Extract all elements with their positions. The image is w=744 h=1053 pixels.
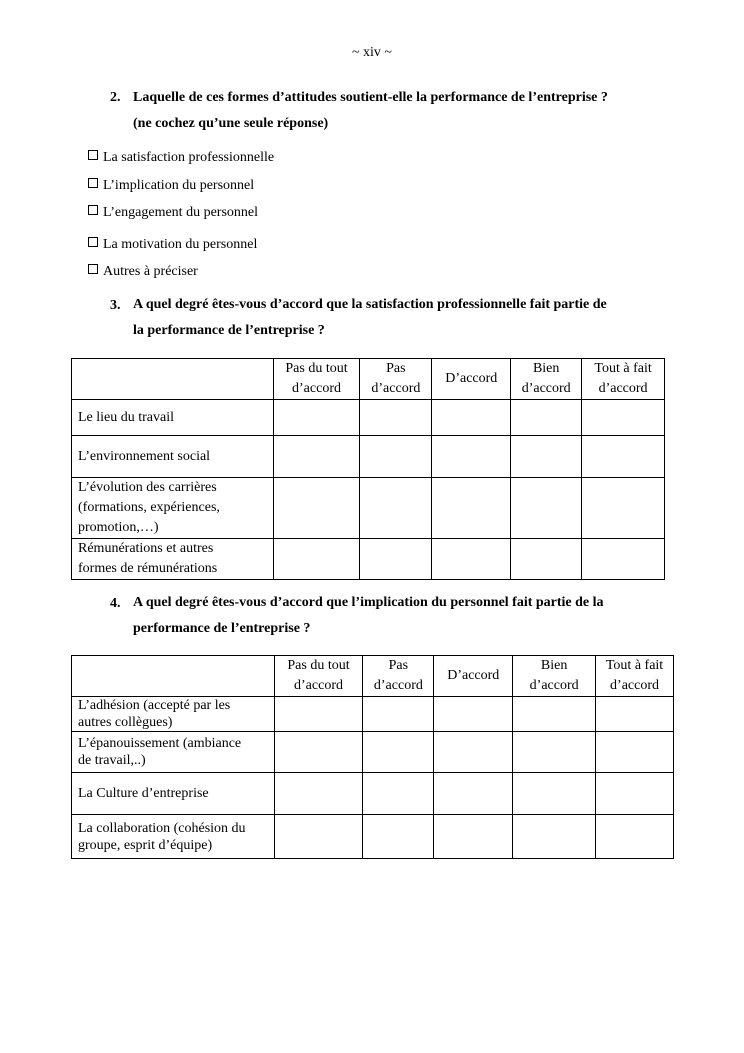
implication-table bbox=[71, 655, 674, 859]
option-satisfaction[interactable]: La satisfaction professionnelle bbox=[88, 150, 274, 166]
answer-cell[interactable] bbox=[596, 773, 674, 815]
option-engagement[interactable]: L’engagement du personnel bbox=[88, 205, 258, 221]
header-pas-du-tout: Pas du tout d’accord bbox=[274, 656, 363, 697]
checkbox-icon[interactable] bbox=[88, 237, 98, 247]
answer-cell[interactable] bbox=[434, 773, 513, 815]
answer-cell[interactable] bbox=[363, 732, 434, 773]
table-row bbox=[72, 773, 674, 815]
answer-cell[interactable] bbox=[511, 478, 582, 539]
question-4-text bbox=[133, 590, 604, 642]
header-pas-du-tout: Pas du tout d’accord bbox=[273, 359, 360, 400]
satisfaction-table bbox=[71, 358, 665, 580]
table-row bbox=[72, 436, 665, 478]
answer-cell[interactable] bbox=[363, 815, 434, 859]
answer-cell[interactable] bbox=[363, 697, 434, 732]
answer-cell[interactable] bbox=[582, 400, 665, 436]
answer-cell[interactable] bbox=[596, 697, 674, 732]
table-row bbox=[72, 815, 674, 859]
question-3-number: 3. bbox=[110, 298, 121, 313]
row-label: Le lieu du travail bbox=[72, 400, 274, 436]
question-3-text bbox=[133, 292, 607, 344]
option-autres[interactable]: Autres à préciser bbox=[88, 264, 198, 280]
answer-cell[interactable] bbox=[596, 732, 674, 773]
answer-cell[interactable] bbox=[511, 436, 582, 478]
checkbox-icon[interactable] bbox=[88, 264, 98, 274]
answer-cell[interactable] bbox=[434, 732, 513, 773]
answer-cell[interactable] bbox=[432, 478, 511, 539]
checkbox-icon[interactable] bbox=[88, 205, 98, 215]
answer-cell[interactable] bbox=[360, 436, 432, 478]
question-2-text bbox=[133, 85, 608, 137]
answer-cell[interactable] bbox=[274, 815, 363, 859]
header-pas: Pas d’accord bbox=[363, 656, 434, 697]
page-number: ~ xiv ~ bbox=[351, 45, 393, 60]
question-2-line-1: Laquelle de ces formes d’attitudes soutient-elle la performance de l’entreprise ? bbox=[133, 90, 608, 105]
question-3-line-2: la performance de l’entreprise ? bbox=[133, 323, 325, 338]
answer-cell[interactable] bbox=[434, 815, 513, 859]
question-4-line-2: performance de l’entreprise ? bbox=[133, 621, 311, 636]
header-empty-cell bbox=[72, 359, 274, 400]
answer-cell[interactable] bbox=[273, 478, 360, 539]
row-label: L’épanouissement (ambiance de travail,..) bbox=[72, 732, 275, 773]
checkbox-icon[interactable] bbox=[88, 150, 98, 160]
answer-cell[interactable] bbox=[596, 815, 674, 859]
answer-cell[interactable] bbox=[513, 697, 596, 732]
header-daccord: D’accord bbox=[434, 656, 513, 697]
answer-cell[interactable] bbox=[432, 400, 511, 436]
table-row bbox=[72, 732, 674, 773]
row-label: L’évolution des carrières (formations, expériences, promotion,…) bbox=[72, 478, 274, 539]
table-row bbox=[72, 478, 665, 539]
header-bien: Bien d’accord bbox=[513, 656, 596, 697]
answer-cell[interactable] bbox=[360, 400, 432, 436]
row-label: La collaboration (cohésion du groupe, esprit d’équipe) bbox=[72, 815, 275, 859]
row-label: L’adhésion (accepté par les autres collègues) bbox=[72, 697, 275, 732]
header-empty-cell bbox=[72, 656, 275, 697]
option-implication[interactable]: L’implication du personnel bbox=[88, 178, 254, 194]
question-4-line-1: A quel degré êtes-vous d’accord que l’implication du personnel fait partie de la bbox=[133, 595, 604, 610]
row-label: La Culture d’entreprise bbox=[72, 773, 275, 815]
answer-cell[interactable] bbox=[511, 400, 582, 436]
question-2-line-2: (ne cochez qu’une seule réponse) bbox=[133, 116, 329, 131]
table-header-row bbox=[72, 656, 674, 697]
answer-cell[interactable] bbox=[274, 732, 363, 773]
row-label: Rémunérations et autres formes de rémunérations bbox=[72, 539, 274, 580]
answer-cell[interactable] bbox=[273, 436, 360, 478]
answer-cell[interactable] bbox=[511, 539, 582, 580]
answer-cell[interactable] bbox=[582, 436, 665, 478]
answer-cell[interactable] bbox=[274, 697, 363, 732]
answer-cell[interactable] bbox=[513, 773, 596, 815]
checkbox-icon[interactable] bbox=[88, 178, 98, 188]
question-2-number: 2. bbox=[110, 90, 121, 105]
header-tout-a-fait: Tout à fait d’accord bbox=[582, 359, 665, 400]
answer-cell[interactable] bbox=[432, 436, 511, 478]
answer-cell[interactable] bbox=[582, 539, 665, 580]
option-motivation[interactable]: La motivation du personnel bbox=[88, 237, 257, 253]
header-tout-a-fait: Tout à fait d’accord bbox=[596, 656, 674, 697]
header-daccord: D’accord bbox=[432, 359, 511, 400]
answer-cell[interactable] bbox=[513, 732, 596, 773]
question-3-line-1: A quel degré êtes-vous d’accord que la satisfaction professionnelle fait partie de bbox=[133, 297, 607, 312]
question-4-number: 4. bbox=[110, 596, 121, 611]
answer-cell[interactable] bbox=[582, 478, 665, 539]
answer-cell[interactable] bbox=[273, 539, 360, 580]
answer-cell[interactable] bbox=[363, 773, 434, 815]
table-row bbox=[72, 400, 665, 436]
answer-cell[interactable] bbox=[513, 815, 596, 859]
answer-cell[interactable] bbox=[274, 773, 363, 815]
table-row bbox=[72, 539, 665, 580]
answer-cell[interactable] bbox=[360, 539, 432, 580]
row-label: L’environnement social bbox=[72, 436, 274, 478]
answer-cell[interactable] bbox=[273, 400, 360, 436]
header-pas: Pas d’accord bbox=[360, 359, 432, 400]
answer-cell[interactable] bbox=[432, 539, 511, 580]
header-bien: Bien d’accord bbox=[511, 359, 582, 400]
table-header-row bbox=[72, 359, 665, 400]
answer-cell[interactable] bbox=[360, 478, 432, 539]
table-row bbox=[72, 697, 674, 732]
answer-cell[interactable] bbox=[434, 697, 513, 732]
